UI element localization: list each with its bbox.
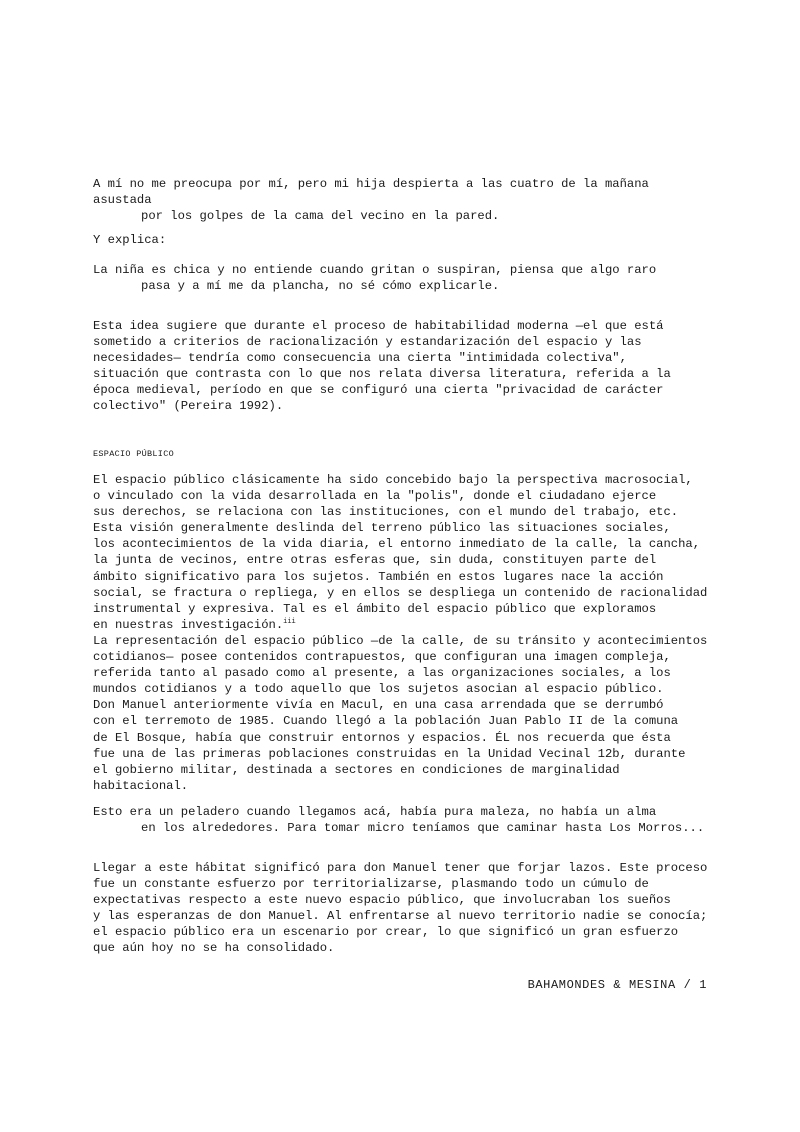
paragraph-line: y las esperanzas de don Manuel. Al enfrentarse al nuevo territorio nadie se conocía; bbox=[93, 909, 708, 924]
explica-line: Y explica: bbox=[93, 233, 167, 247]
footnote-ref[interactable]: iii bbox=[283, 617, 296, 626]
quote-line: pasa y a mí me da plancha, no sé cómo explicarle. bbox=[141, 279, 500, 294]
quote-hija bbox=[93, 176, 709, 224]
quote-line: La niña es chica y no entiende cuando gritan o suspiran, piensa que algo raro bbox=[93, 263, 657, 277]
paragraph-espacio-publico bbox=[93, 472, 709, 794]
paragraph-line: sus derechos, se relaciona con las instituciones, con el mundo del trabajo, etc. bbox=[93, 505, 679, 520]
section-heading-container bbox=[93, 446, 709, 462]
quote-line: por los golpes de la cama del vecino en la pared. bbox=[141, 209, 500, 224]
paragraph-line: o vinculado con la vida desarrollada en la "polis", donde el ciudadano ejerce bbox=[93, 489, 657, 504]
paragraph-line: Esta idea sugiere que durante el proceso de habitabilidad moderna —el que está bbox=[93, 319, 664, 333]
paragraph-line: ámbito significativo para los sujetos. También en estos lugares nace la acción bbox=[93, 569, 664, 584]
paragraph-line: los acontecimientos de la vida diaria, el entorno inmediato de la calle, la cancha, bbox=[93, 537, 701, 552]
paragraph-line: la junta de vecinos, entre otras esferas que, sin duda, constituyen parte del bbox=[93, 553, 657, 568]
paragraph-line: fue un constante esfuerzo por territorializarse, plasmando todo un cúmulo de bbox=[93, 877, 649, 892]
paragraph-line: mundos cotidianos y a todo aquello que los sujetos asocian al espacio público. bbox=[93, 682, 664, 697]
paragraph-line: necesidades— tendría como consecuencia una cierta "intimidada colectiva", bbox=[93, 351, 627, 366]
section-heading: ESPACIO PÚBLICO bbox=[93, 449, 175, 459]
quote-line: Esto era un peladero cuando llegamos acá, había pura maleza, no había un alma bbox=[93, 805, 657, 819]
paragraph-line: situación que contrasta con lo que nos relata diversa literatura, referida a la bbox=[93, 367, 671, 382]
explica-text bbox=[93, 232, 709, 248]
paragraph-line-text: en nuestras investigación. bbox=[93, 617, 284, 632]
paragraph-line: sometido a criterios de racionalización y estandarización del espacio y las bbox=[93, 335, 642, 350]
paragraph-line: cotidianos— posee contenidos contrapuestos, que configuran una imagen compleja, bbox=[93, 650, 671, 665]
paragraph-line: expectativas respecto a este nuevo espacio público, que involucraban los sueños bbox=[93, 893, 671, 908]
paragraph-line: época medieval, período en que se configuró una cierta "privacidad de carácter bbox=[93, 383, 664, 398]
paragraph-line: que aún hoy no se ha consolidado. bbox=[93, 941, 335, 956]
quote-line: en los alrededores. Para tomar micro teníamos que caminar hasta Los Morros... bbox=[141, 821, 705, 836]
paragraph-line: Don Manuel anteriormente vivía en Macul, en una casa arrendada que se derrumbó bbox=[93, 698, 664, 713]
paragraph-line: de El Bosque, había que construir entornos y espacios. ÉL nos recuerda que ésta bbox=[93, 730, 671, 745]
paragraph-intimidad bbox=[93, 318, 709, 415]
paragraph-line: El espacio público clásicamente ha sido concebido bajo la perspectiva macrosocial, bbox=[93, 473, 693, 487]
quote-peladero bbox=[93, 804, 709, 836]
paragraph-line: La representación del espacio público —de la calle, de su tránsito y acontecimientos bbox=[93, 633, 708, 648]
paragraph-line: fue una de las primeras poblaciones construidas en la Unidad Vecinal 12b, durante bbox=[93, 746, 686, 761]
paragraph-line: social, se fractura o repliega, y en ellos se despliega un contenido de racionalidad bbox=[93, 585, 708, 600]
paragraph-line: referida tanto al pasado como al presente, a las organizaciones sociales, a los bbox=[93, 666, 671, 681]
paragraph-line bbox=[93, 617, 709, 633]
paragraph-line: Esta visión generalmente deslinda del terreno público las situaciones sociales, bbox=[93, 521, 671, 536]
paragraph-line: instrumental y expresiva. Tal es el ámbito del espacio público que exploramos bbox=[93, 601, 657, 616]
paragraph-line: el gobierno militar, destinada a sectores en condiciones de marginalidad bbox=[93, 762, 620, 777]
page-footer: BAHAMONDES & MESINA / 1 bbox=[527, 978, 707, 992]
paragraph-line: con el terremoto de 1985. Cuando llegó a la población Juan Pablo II de la comuna bbox=[93, 714, 679, 729]
paragraph-habitat bbox=[93, 860, 709, 957]
quote-line: A mí no me preocupa por mí, pero mi hija despierta a las cuatro de la mañana asustada bbox=[93, 177, 649, 208]
paragraph-line: Llegar a este hábitat significó para don Manuel tener que forjar lazos. Este proceso bbox=[93, 861, 708, 875]
quote-nina bbox=[93, 262, 709, 294]
paragraph-line: habitacional. bbox=[93, 778, 189, 793]
paragraph-line: colectivo" (Pereira 1992). bbox=[93, 399, 284, 414]
paragraph-line: el espacio público era un escenario por crear, lo que significó un gran esfuerzo bbox=[93, 925, 679, 940]
